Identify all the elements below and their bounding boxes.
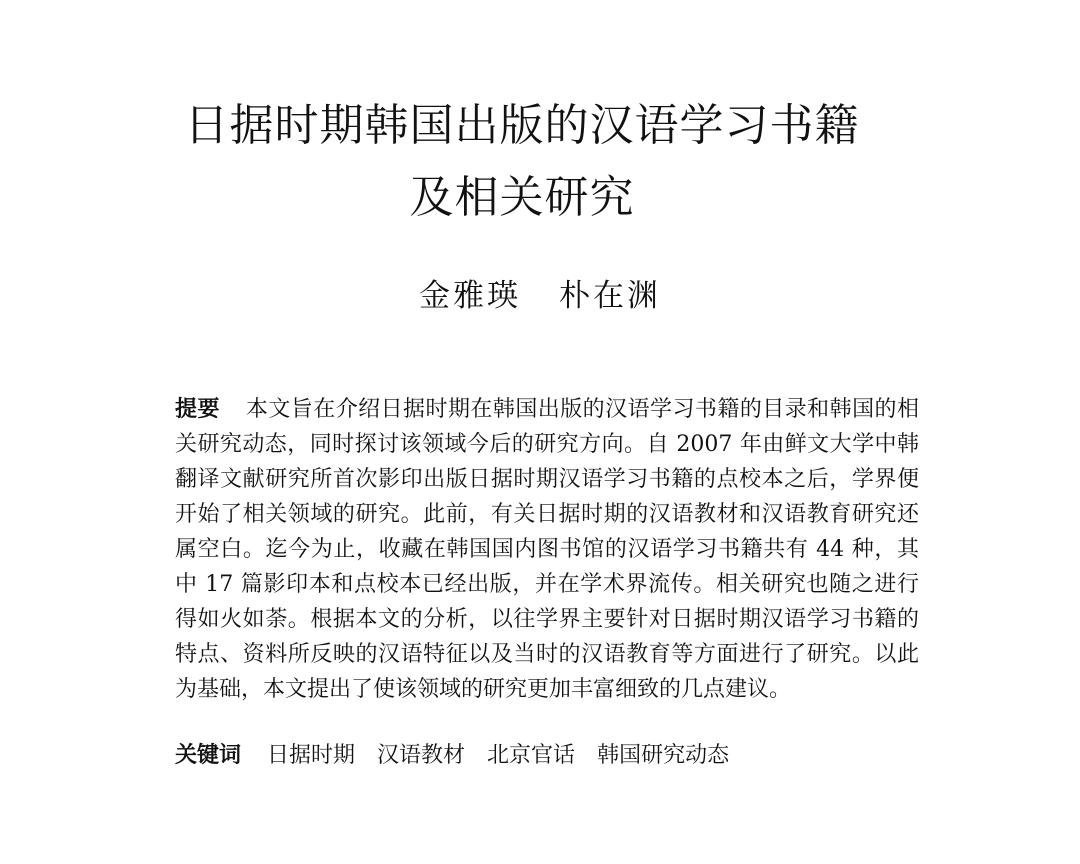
keyword-item: 汉语教材 xyxy=(377,743,466,768)
abstract-label: 提要 xyxy=(175,397,220,422)
paper-title-line-2: 及相关研究 xyxy=(409,172,635,223)
keyword-item: 北京官话 xyxy=(487,743,576,768)
keyword-item: 日据时期 xyxy=(267,743,356,768)
author-name: 朴在渊 xyxy=(559,278,661,314)
abstract-section xyxy=(175,392,919,707)
author-list xyxy=(0,274,1080,318)
abstract-text: 本文旨在介绍日据时期在韩国出版的汉语学习书籍的目录和韩国的相关研究动态，同时探讨该领域今后的研究方向。自 2007 年由鲜文大学中韩翻译文献研究所首次影印出版日据时期汉语学习书籍的点校本之后，学界便开始了相关领域的研究。此前，有关日据时期的汉语教材和汉语教育研究还属空白。迄今为止，收藏在韩国国内图书馆的汉语学习书籍共有 44 种，其中 17 篇影印本和点校本已经出版，并在学术界流传。相关研究也随之进行得如火如荼。根据本文的分析，以往学界主要针对日据时期汉语学习书籍的特点、资料所反映的汉语特征以及当时的汉语教育等方面进行了研究。以此为基础，本文提出了使该领域的研究更加丰富细致的几点建议。 xyxy=(175,397,919,702)
keyword-item: 韩国研究动态 xyxy=(597,743,730,768)
keywords-section xyxy=(175,738,919,773)
paper-title-line-1: 日据时期韩国出版的汉语学习书籍 xyxy=(184,100,860,151)
keywords-label: 关键词 xyxy=(175,743,242,768)
author-name: 金雅瑛 xyxy=(419,278,521,314)
